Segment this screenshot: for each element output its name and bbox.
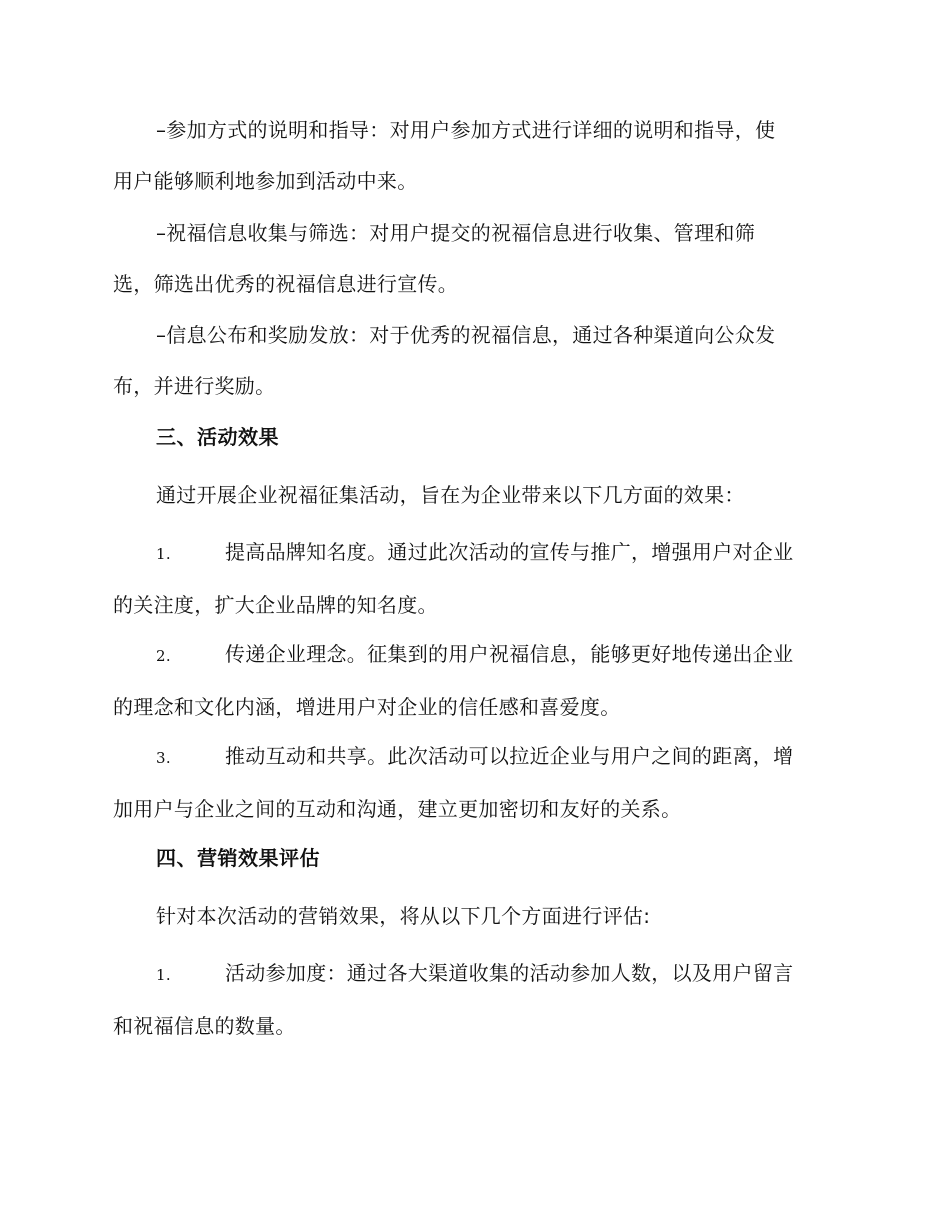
list-item-text: 的理念和文化内涵，增进用户对企业的信任感和喜爱度。: [113, 695, 621, 719]
section-intro: 通过开展企业祝福征集活动，旨在为企业带来以下几方面的效果：: [156, 483, 745, 507]
paragraph-participation-guide: [113, 105, 835, 207]
list-item-text: 加用户与企业之间的互动和沟通，建立更加密切和友好的关系。: [113, 797, 682, 821]
paragraph-line: 选，筛选出优秀的祝福信息进行宣传。: [113, 272, 459, 296]
list-item-number: 2.: [156, 647, 171, 665]
paragraph-wish-collection: [113, 208, 835, 310]
list-item-text: 提高品牌知名度。通过此次活动的宣传与推广，增强用户对企业: [225, 540, 794, 564]
paragraph-line: –祝福信息收集与筛选：对用户提交的祝福信息进行收集、管理和筛: [156, 221, 755, 245]
list-item-text: 和祝福信息的数量。: [113, 1014, 296, 1038]
paragraph-line: 布，并进行奖励。: [113, 374, 276, 398]
list-item-number: 1.: [156, 966, 171, 984]
paragraph-line: –参加方式的说明和指导：对用户参加方式进行详细的说明和指导，使: [156, 118, 776, 142]
paragraph-publish-reward: [113, 310, 835, 412]
list-item: [113, 527, 835, 631]
section-heading-marketing-evaluation: 四、营销效果评估: [156, 846, 320, 870]
list-item-text: 传递企业理念。征集到的用户祝福信息，能够更好地传递出企业: [225, 642, 794, 666]
list-item-text: 推动互动和共享。此次活动可以拉近企业与用户之间的距离，增: [225, 744, 794, 768]
list-item-number: 1.: [156, 545, 171, 563]
list-item: [113, 629, 835, 733]
list-item: [113, 948, 835, 1052]
paragraph-line: –信息公布和奖励发放：对于优秀的祝福信息，通过各种渠道向公众发: [156, 323, 776, 347]
list-item-number: 3.: [156, 749, 171, 767]
section-heading-activity-effect: 三、活动效果: [156, 425, 279, 449]
list-item: [113, 731, 835, 835]
list-item-text: 的关注度，扩大企业品牌的知名度。: [113, 593, 438, 617]
list-item-text: 活动参加度：通过各大渠道收集的活动参加人数，以及用户留言: [225, 961, 794, 985]
paragraph-line: 用户能够顺利地参加到活动中来。: [113, 169, 418, 193]
section-intro: 针对本次活动的营销效果，将从以下几个方面进行评估:: [156, 904, 651, 928]
